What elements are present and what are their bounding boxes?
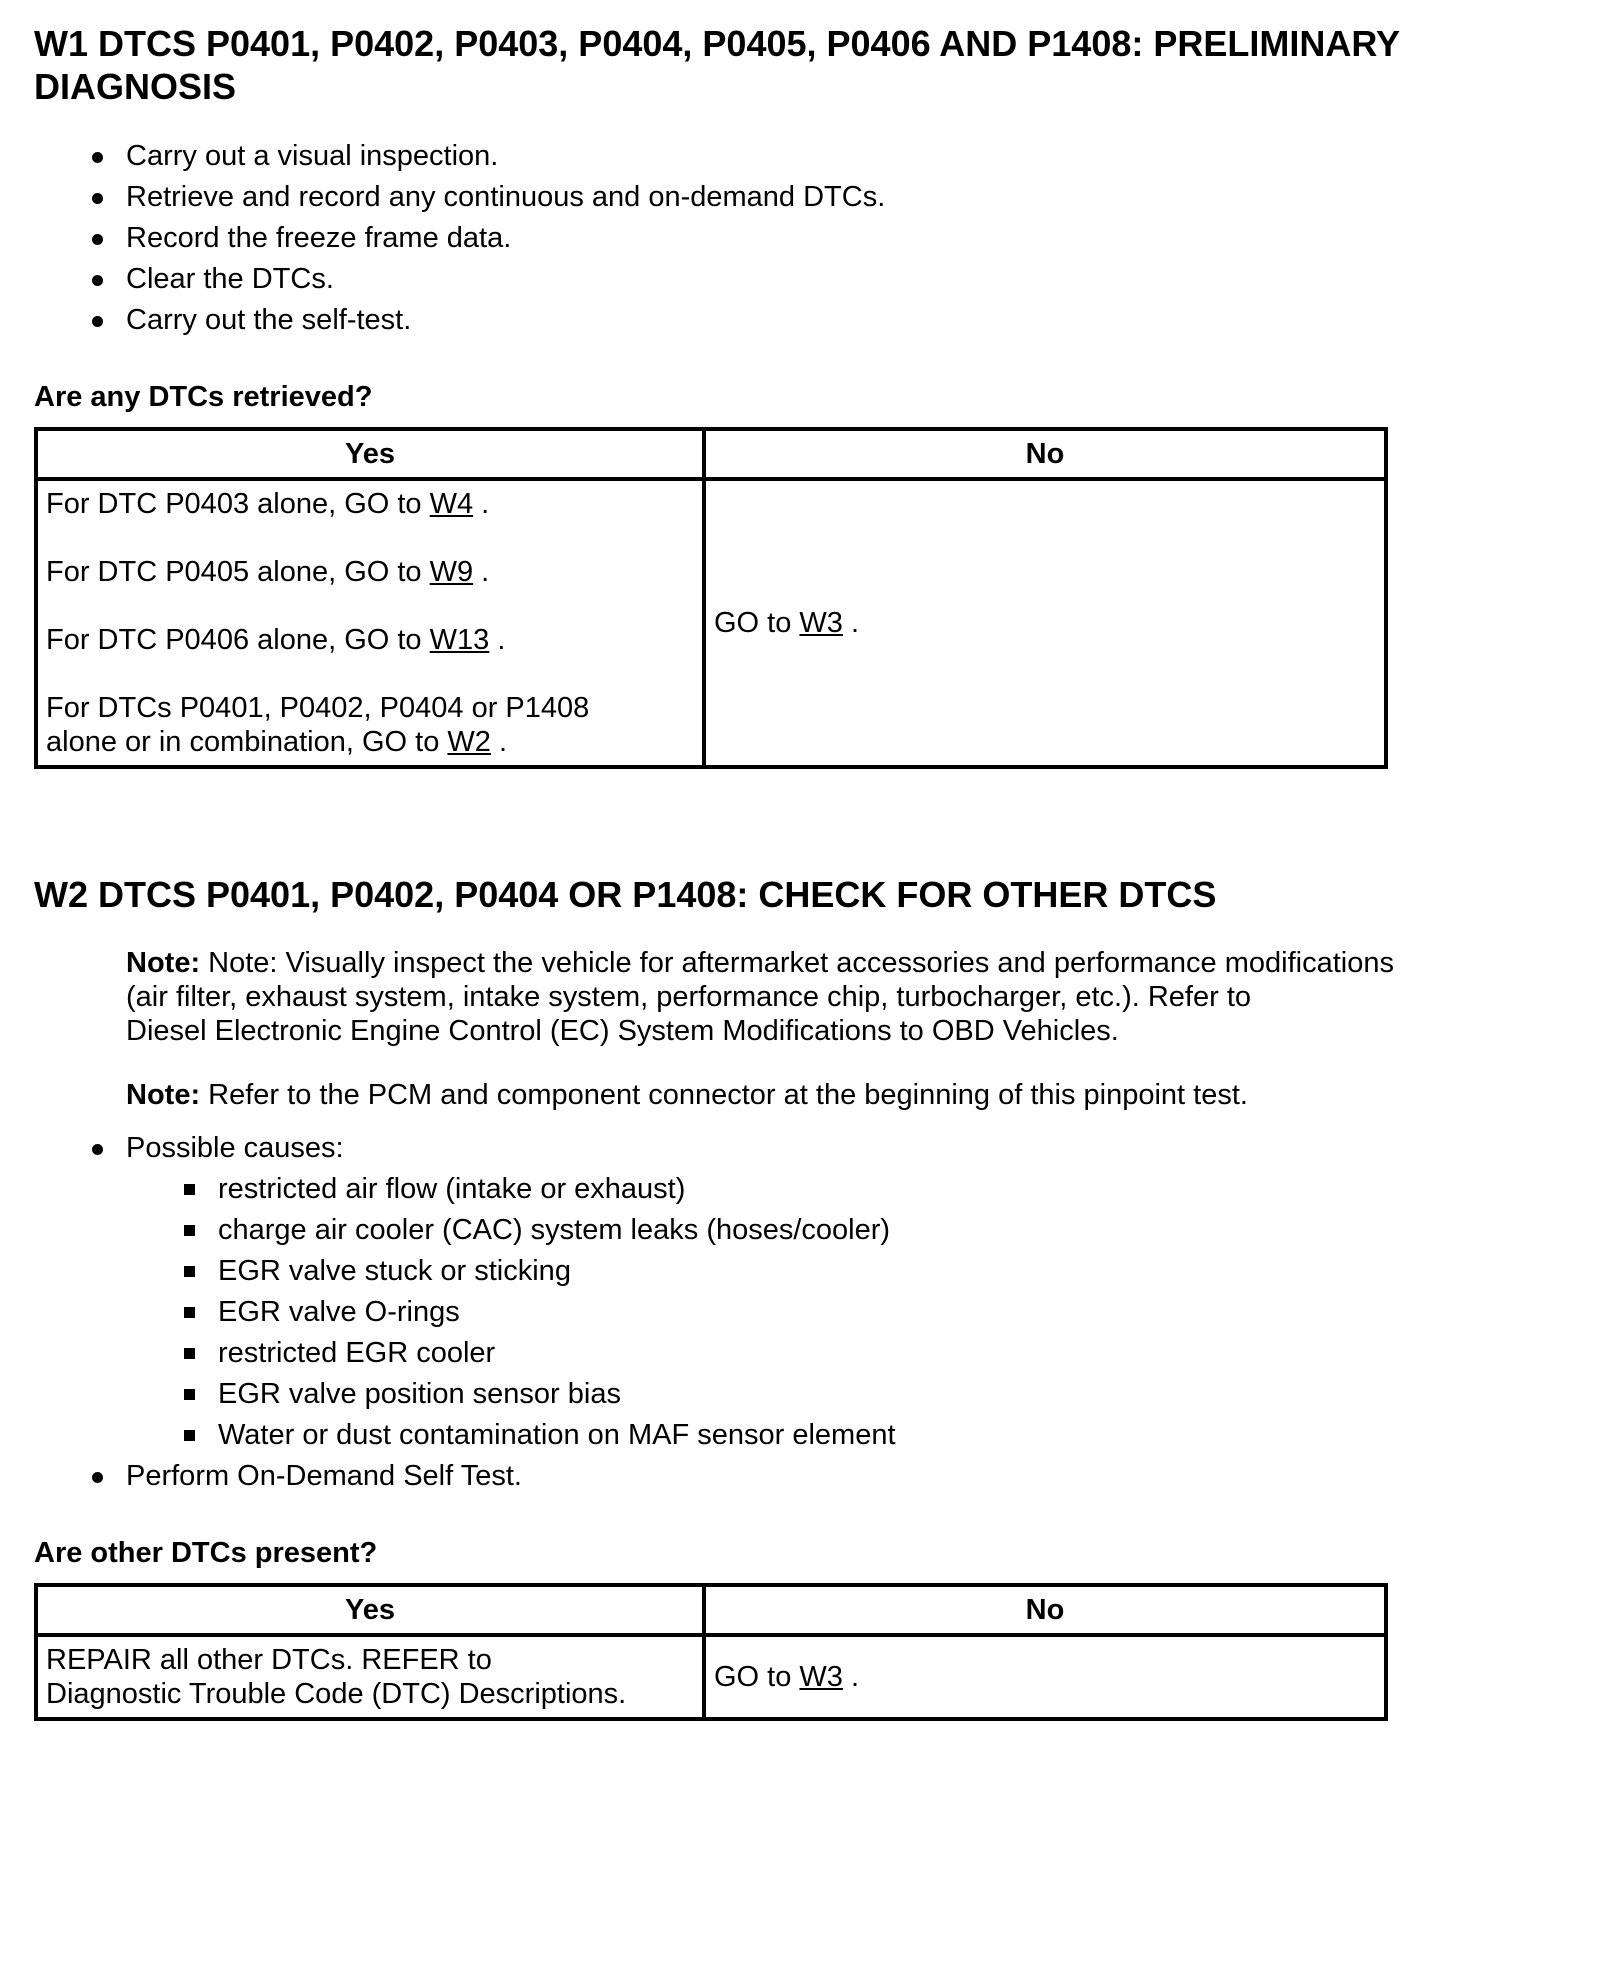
w1-no-cell: GO to W3 . [704, 479, 1386, 767]
w2-title: W2 DTCS P0401, P0402, P0404 OR P1408: CHECK FOR OTHER DTCS [34, 874, 1217, 915]
w1-decision-table [34, 427, 1388, 769]
cause-item: EGR valve position sensor bias [34, 1374, 1574, 1415]
cause-item: restricted air flow (intake or exhaust) [34, 1169, 1574, 1210]
cause-item: charge air cooler (CAC) system leaks (hoses/cooler) [34, 1210, 1574, 1251]
list-item: Clear the DTCs. [34, 259, 1574, 300]
link-w2[interactable]: W2 [447, 726, 491, 758]
note-label: Note: [126, 1079, 201, 1111]
link-w13[interactable]: W13 [429, 624, 490, 656]
w1-question: Are any DTCs retrieved? [34, 381, 373, 413]
w2-no-cell: GO to W3 . [704, 1635, 1386, 1719]
link-w3[interactable]: W3 [799, 607, 843, 639]
w1-bullet-list [34, 136, 1574, 341]
cause-item: EGR valve stuck or sticking [34, 1251, 1574, 1292]
w2-note-connector: Note: Refer to the PCM and component connector at the beginning of this pinpoint test. [126, 1079, 1248, 1111]
yes-entry-w4: For DTC P0403 alone, GO to W4 . [46, 488, 490, 520]
list-item: Perform On-Demand Self Test. [34, 1456, 1574, 1497]
w2-question: Are other DTCs present? [34, 1537, 378, 1569]
list-item-possible-causes: Possible causes: restricted air flow (intake or exhaust) charge air cooler (CAC) system leaks (hoses/cooler) EGR valve stuck or sticking EGR valve O-rings restricted EGR cooler EGR valve position sensor bias Water or dust contamination on MAF sensor element [34, 1128, 1574, 1456]
step-w2 [34, 873, 1574, 1721]
cause-item: EGR valve O-rings [34, 1292, 1574, 1333]
yes-entry-w2: For DTCs P0401, P0402, P0404 or P1408 alone or in combination, GO to W2 . [46, 692, 590, 758]
list-item: Record the freeze frame data. [34, 218, 1574, 259]
yes-entry-w13: For DTC P0406 alone, GO to W13 . [46, 624, 506, 656]
cause-item: restricted EGR cooler [34, 1333, 1574, 1374]
link-w9[interactable]: W9 [429, 556, 474, 588]
w1-yes-cell [36, 479, 704, 767]
w1-title-line1: W1 DTCS P0401, P0402, P0403, P0404, P0405, P0406 AND P1408: PRELIMINARY [34, 23, 1401, 64]
list-item: Carry out a visual inspection. [34, 136, 1574, 177]
yes-entry-w9: For DTC P0405 alone, GO to W9 . [46, 556, 490, 588]
step-w1 [34, 22, 1574, 769]
list-item: Retrieve and record any continuous and on-demand DTCs. [34, 177, 1574, 218]
note-label: Note: [126, 947, 201, 979]
w2-note-modifications: Note: Note: Visually inspect the vehicle for aftermarket accessories and performance modifications (air filter, exhaust system, intake system, performance chip, turbocharger, etc.). Refer to Diesel Electronic Engine Control (EC) System Modifications to OBD Vehicles. [126, 947, 1394, 1047]
w2-yes-header: Yes [36, 1585, 704, 1635]
w2-no-header: No [704, 1585, 1386, 1635]
w2-decision-table [34, 1583, 1388, 1721]
link-w3[interactable]: W3 [799, 1661, 843, 1693]
causes-list [34, 1169, 1574, 1456]
w2-yes-cell: REPAIR all other DTCs. REFER to Diagnostic Trouble Code (DTC) Descriptions. [36, 1635, 704, 1719]
w2-bullet-list [34, 1128, 1574, 1497]
document-page [34, 18, 1574, 1721]
link-w4[interactable]: W4 [429, 488, 474, 520]
cause-item: Water or dust contamination on MAF sensor element [34, 1415, 1574, 1456]
w1-title [34, 22, 1574, 108]
w1-title-line2: DIAGNOSIS [34, 66, 237, 107]
list-item: Carry out the self-test. [34, 300, 1574, 341]
w1-yes-header: Yes [36, 429, 704, 479]
w1-no-header: No [704, 429, 1386, 479]
